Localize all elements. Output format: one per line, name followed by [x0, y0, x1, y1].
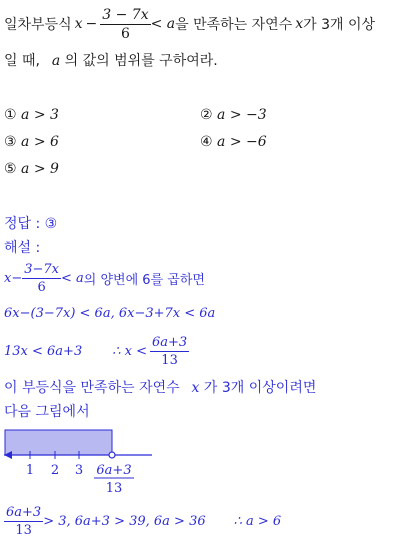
answer-label: 정답 :: [4, 216, 41, 232]
explanation-line3-left: 13x < 6a+3: [4, 343, 83, 359]
choice-1-number: ①: [4, 107, 17, 123]
explanation-line3-therefore: ∴ x <: [112, 343, 147, 359]
number-line-label-1: 1: [25, 463, 35, 478]
choice-3[interactable]: [4, 134, 59, 150]
explanation-line4-post: 가 3개 이상이려면: [203, 380, 317, 396]
choice-4-expr: a > −6: [217, 134, 267, 150]
explanation-line1-fraction: [22, 263, 61, 294]
explanation-label: 해설 :: [4, 240, 41, 256]
choice-2-number: ②: [200, 107, 213, 123]
choice-5-number: ⑤: [4, 161, 17, 177]
explanation-line-3: [4, 331, 189, 371]
explanation-final-conclusion: ∴ a > 6: [233, 513, 282, 529]
answer-value: ③: [44, 216, 58, 232]
question-line2-prefix: 일 때,: [4, 53, 40, 69]
explanation-line1-x: x−: [4, 270, 23, 286]
explanation-line4-pre: 이 부등식을 만족하는 자연수: [4, 380, 180, 396]
choice-5-expr: a > 9: [21, 161, 59, 177]
explanation-line-5: 다음 그림에서: [4, 404, 90, 420]
explanation-final-line: [4, 503, 281, 539]
explanation-line1-numerator: 3−7x: [24, 261, 60, 277]
number-line-shaded-region: [5, 430, 112, 455]
number-line-diagram: [2, 428, 172, 500]
choice-2-expr: a > −3: [217, 107, 267, 123]
choice-5[interactable]: [4, 161, 59, 177]
question-line2-end: 의 값의 범위를 구하여라.: [64, 53, 218, 69]
explanation-line4-x: x: [191, 380, 200, 396]
question-var-x-2: x: [295, 16, 304, 32]
number-line-label-3: 3: [74, 463, 84, 478]
question-line-1: [4, 4, 375, 44]
explanation-final-rest: > 3, 6a+3 > 39, 6a > 36: [43, 513, 206, 529]
choice-1-expr: a > 3: [21, 107, 59, 123]
question-condition: 을 만족하는 자연수: [175, 17, 293, 33]
question-prefix: 일차부등식: [4, 17, 72, 33]
explanation-line1-denominator: 6: [37, 279, 46, 295]
choice-3-expr: a > 6: [21, 134, 59, 150]
explanation-line1-lt: < a: [61, 270, 84, 286]
explanation-line-4: [4, 377, 316, 397]
question-line-2: [4, 50, 218, 70]
question-condition-end: 가 3개 이상: [303, 17, 376, 33]
explanation-final-denominator: 13: [15, 522, 32, 538]
question-fraction-denominator: 6: [120, 25, 130, 42]
question-lt-a: < a: [150, 16, 176, 32]
choice-3-number: ③: [4, 134, 17, 150]
explanation-line3-fraction: [150, 336, 189, 367]
question-var-x: x: [74, 16, 83, 32]
explanation-line-2: 6x−(3−7x) < 6a, 6x−3+7x < 6a: [4, 306, 216, 321]
answer-line: [4, 213, 57, 233]
explanation-line3-numerator: 6a+3: [151, 334, 188, 350]
explanation-line3-denominator: 13: [161, 352, 178, 368]
question-fraction: [100, 8, 150, 41]
explanation-line1-text: 의 양변에 6를 곱하면: [83, 272, 205, 288]
number-line-end-denominator: 13: [105, 481, 123, 496]
explanation-line-1: [4, 258, 205, 298]
choice-4-number: ④: [200, 134, 213, 150]
number-line-open-endpoint: [109, 452, 115, 458]
choice-2[interactable]: [200, 107, 267, 123]
number-line-end-numerator: 6a+3: [96, 463, 132, 478]
choice-4[interactable]: [200, 134, 267, 150]
question-var-a: a: [51, 53, 61, 69]
explanation-final-numerator: 6a+3: [6, 504, 42, 520]
choice-1[interactable]: [4, 107, 59, 123]
number-line-label-2: 2: [50, 463, 60, 478]
explanation-final-fraction: [4, 506, 43, 537]
question-fraction-numerator: 3 − 7x: [102, 6, 149, 23]
question-minus: −: [85, 16, 98, 32]
